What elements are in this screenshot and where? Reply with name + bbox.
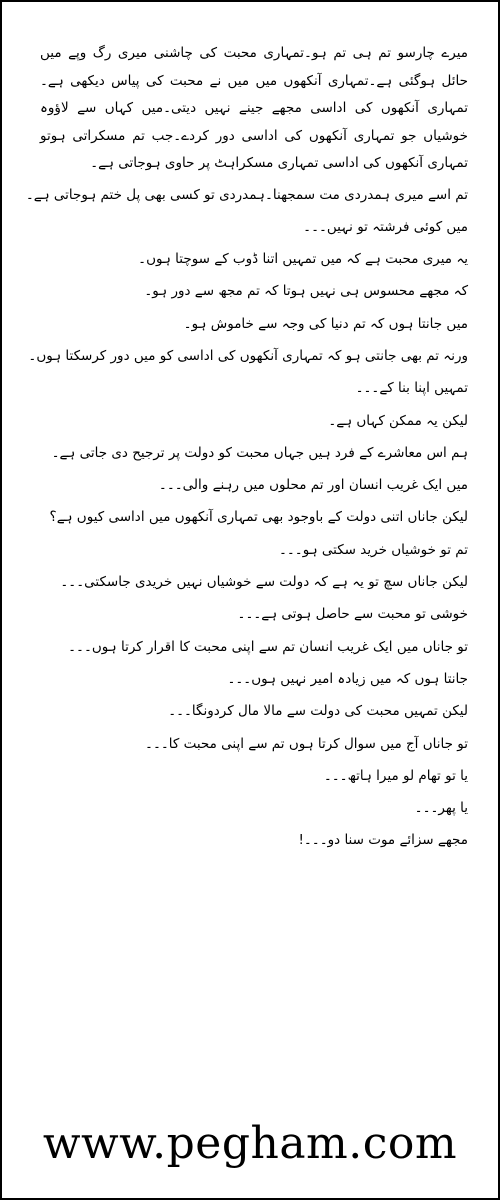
website-footer-link[interactable]: www.pegham.com	[42, 1118, 458, 1169]
poem-line: یا پھر۔۔۔	[414, 800, 468, 817]
poem-line: لیکن جاناں اتنی دولت کے باوجود بھی تمہاری آنکھوں میں اداسی کیوں ہے؟	[49, 509, 468, 526]
poem-line: تو جاناں آج میں سوال کرتا ہوں تم سے اپنی محبت کا۔۔۔	[145, 735, 468, 752]
poem-line: یا تو تھام لو میرا ہاتھ۔۔۔	[323, 767, 468, 784]
poem-line: تو جاناں میں ایک غریب انسان تم سے اپنی محبت کا اقرار کرتا ہوں۔۔۔	[68, 638, 468, 655]
poem-line: لیکن جاناں سچ تو یہ ہے کہ دولت سے خوشیاں نہیں خریدی جاسکتی۔۔۔	[60, 574, 468, 591]
poem-line: لیکن تمہیں محبت کی دولت سے مالا مال کردونگا۔۔۔	[168, 703, 468, 720]
poem-body	[25, 40, 468, 863]
poem-line: لیکن یہ ممکن کہاں ہے۔	[328, 412, 468, 429]
poem-line: خوشی تو محبت سے حاصل ہوتی ہے۔۔۔	[237, 606, 468, 623]
poem-line: تمہیں اپنا بنا کے۔۔۔	[355, 380, 468, 397]
poem-line: یہ میری محبت ہے کہ میں تمہیں اتنا ڈوب کے سوچتا ہوں۔	[138, 251, 468, 268]
poem-line: میں ایک غریب انسان اور تم محلوں میں رہنے والی۔۔۔	[158, 477, 468, 494]
poem-line: مجھے سزائے موت سنا دو۔۔۔!	[298, 832, 468, 849]
poem-line: ہم اس معاشرے کے فرد ہیں جہاں محبت کو دولت پر ترجیح دی جاتی ہے۔	[51, 444, 468, 461]
poem-line: ورنہ تم بھی جانتی ہو کہ تمہاری آنکھوں کی اداسی کو میں دور کرسکتا ہوں۔	[28, 347, 468, 364]
poem-intro-paragraph: میرے چارسو تم ہی تم ہو۔تمہاری محبت کی چاشنی میری رگ وپے میں حائل ہوگئی ہے۔تمہاری آنکھوں میں میں نے محبت کی پیاس دیکھی ہے۔تمہاری آنکھوں کی اداسی مجھے جینے نہیں دیتی۔میں کہاں سے لاؤوہ خوشیاں جو تمہاری آنکھوں کی اداسی دور کردے۔جب تم مسکراتی ہوتو تمہاری آنکھوں کی اداسی تمہاری مسکراہٹ پر حاوی ہوجاتی ہے۔	[40, 45, 468, 171]
poem-line: میں جانتا ہوں کہ تم دنیا کی وجہ سے خاموش ہو۔	[183, 315, 468, 332]
poem-line: میں کوئی فرشتہ تو نہیں۔۔۔	[303, 218, 468, 235]
poem-line: تم اسے میری ہمدردی مت سمجھنا۔ہمدردی تو کسی بھی پل ختم ہوجاتی ہے۔	[25, 186, 468, 203]
poem-line: تم تو خوشیاں خرید سکتی ہو۔۔۔	[278, 541, 468, 558]
poem-line: کہ مجھے محسوس ہی نہیں ہوتا کہ تم مجھ سے دور ہو۔	[144, 283, 468, 300]
poem-line: جانتا ہوں کہ میں زیادہ امیر نہیں ہوں۔۔۔	[227, 670, 468, 687]
